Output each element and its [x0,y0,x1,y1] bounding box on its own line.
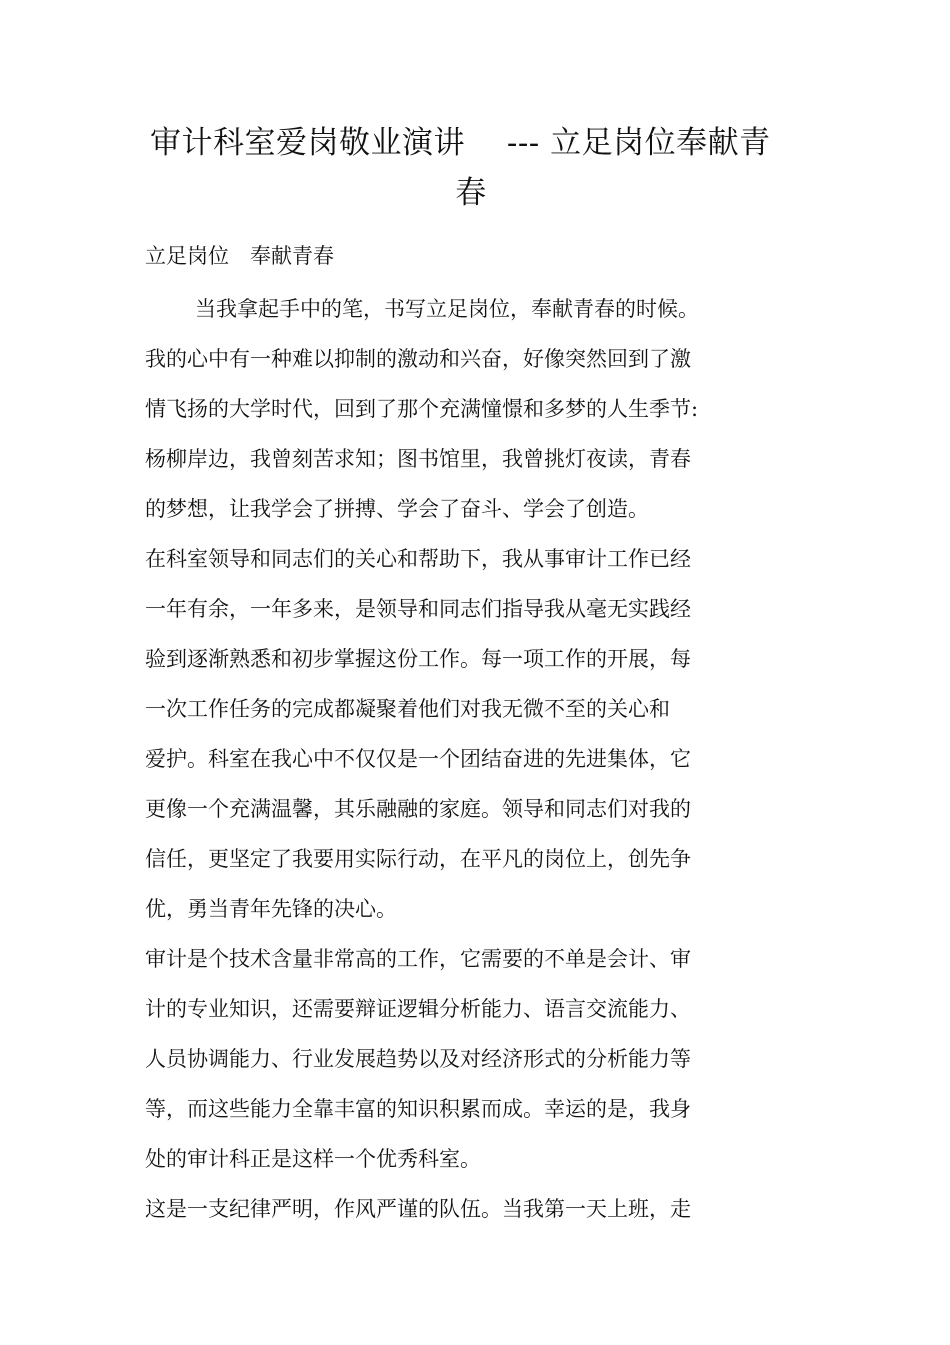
body-line: 当我拿起手中的笔，书写立足岗位，奉献青春的时候。 [195,297,699,321]
body-line: 一年有余，一年多来，是领导和同志们指导我从毫无实践经 [145,597,691,621]
body-line: 信任，更坚定了我要用实际行动，在平凡的岗位上，创先争 [145,847,691,871]
body-line: 爱护。科室在我心中不仅仅是一个团结奋进的先进集体，它 [145,747,691,771]
body-line: 更像一个充满温馨，其乐融融的家庭。领导和同志们对我的 [145,797,691,821]
body-line: 杨柳岸边，我曾刻苦求知；图书馆里，我曾挑灯夜读，青春 [145,447,691,471]
title-line-2: 春 [455,175,487,211]
body-line: 我的心中有一种难以抑制的激动和兴奋，好像突然回到了激 [145,347,691,371]
body-line: 处的审计科正是这样一个优秀科室。 [145,1147,481,1171]
body-line: 计的专业知识，还需要辩证逻辑分析能力、语言交流能力、 [145,997,691,1021]
body-line: 审计是个技术含量非常高的工作，它需要的不单是会计、审 [145,947,691,971]
body-line: 验到逐渐熟悉和初步掌握这份工作。每一项工作的开展，每 [145,647,691,671]
body-line: 的梦想，让我学会了拼搏、学会了奋斗、学会了创造。 [145,497,649,521]
body-line: 情飞扬的大学时代，回到了那个充满憧憬和多梦的人生季节: [145,397,699,421]
body-line: 优，勇当青年先锋的决心。 [145,897,397,921]
body-line: 等，而这些能力全靠丰富的知识积累而成。幸运的是，我身 [145,1097,691,1121]
body-line: 人员协调能力、行业发展趋势以及对经济形式的分析能力等 [145,1047,691,1071]
title-line-1: 审计科室爱岗敬业演讲 --- 立足岗位奉献青 [150,125,771,161]
document-subtitle: 立足岗位 奉献青春 [145,244,334,268]
body-line: 这是一支纪律严明，作风严谨的队伍。当我第一天上班，走 [145,1197,691,1221]
body-line: 在科室领导和同志们的关心和帮助下，我从事审计工作已经 [145,547,691,571]
document-title [130,118,820,218]
document-body [145,284,755,1234]
body-line: 一次工作任务的完成都凝聚着他们对我无微不至的关心和 [145,697,670,721]
